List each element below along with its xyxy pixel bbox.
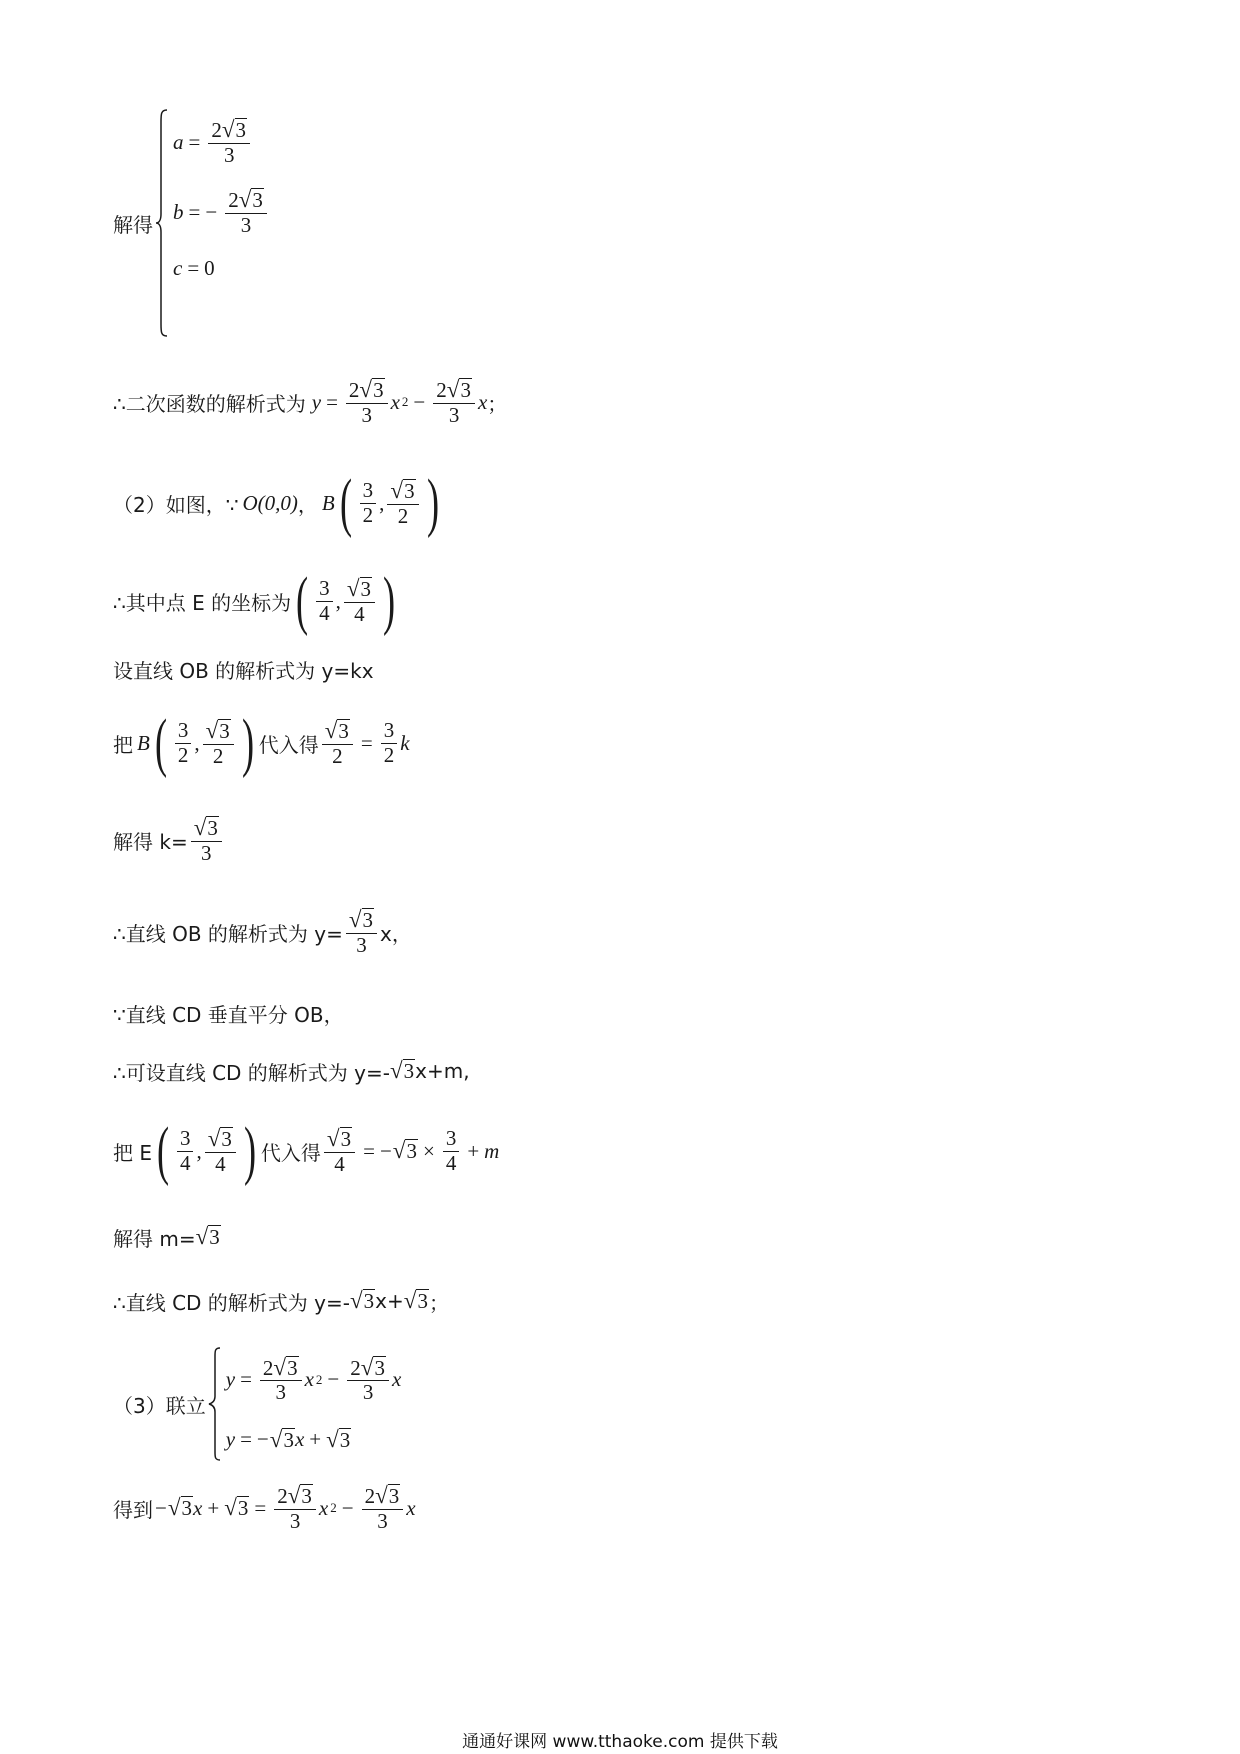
- substitute-e-line: 把 E ( $\frac{3}{4}$ , √ 3 4 ) 代入得 √ 3 4 = − √ 3 × $\frac{3}{4}$ + m: [113, 1114, 500, 1187]
- solve-m-line: 解得 m= √ 3: [113, 1223, 220, 1251]
- substitute-b-line: 把 B ( $\frac{3}{2}$ , √ 3 2 ) 代入得 √ 3 2 = $\frac{3}{2}$ k: [113, 706, 410, 779]
- eq-a: a = 2 √ 3 3: [173, 108, 270, 176]
- left-brace: [208, 1346, 222, 1462]
- line-ob-line: ∴直线 OB 的解析式为 y= √ 3 3 x，: [113, 906, 412, 957]
- solve-label: 解得: [113, 212, 153, 237]
- eq-b: b = − 2 √ 3 3: [173, 176, 270, 248]
- quadratic-expression-line: ∴二次函数的解析式为 y = 2 √ 3 3 x 2 − 2 √ 3 3 x ；: [113, 376, 508, 427]
- left-brace: [155, 108, 169, 338]
- page-footer: 通通好课网 www.tthaoke.com 提供下载: [462, 1732, 778, 1752]
- perpendicular-line: ∵直线 CD 垂直平分 OB，: [113, 1002, 344, 1027]
- solution-system-abc: [113, 108, 270, 338]
- eq-c: c = 0: [173, 255, 215, 280]
- solve-k-line: 解得 k= √ 3 3: [113, 806, 225, 874]
- part3-system: （3）联立 y = 2 √ 3 3 x 2 − 2 √ 3 3 x y = − √ 3 x + √ 3: [113, 1344, 401, 1464]
- a-fraction: 2 √ 3 3: [208, 118, 250, 166]
- result-equation-line: 得到 − √ 3 x + √ 3 = 2 √ 3 3 x 2 − 2 √ 3 3 x: [113, 1482, 416, 1533]
- set-line-ob: 设直线 OB 的解析式为 y=kx: [113, 658, 374, 683]
- midpoint-line: ∴其中点 E 的坐标为 ( $\frac{3}{4}$ , √ 3 4 ): [113, 564, 396, 637]
- line-cd-line: ∴直线 CD 的解析式为 y=- √ 3 x+ √ 3 ；: [113, 1287, 449, 1315]
- system-eq2: y = − √ 3 x + √ 3: [225, 1426, 351, 1453]
- set-line-cd: ∴可设直线 CD 的解析式为 y=- √ 3 x+m,: [113, 1057, 470, 1085]
- system-eq1: y = 2 √ 3 3 x 2 − 2 √ 3 3 x: [225, 1353, 402, 1405]
- part2-line: （2）如图，∵ O(0,0) ， B ( $\frac{3}{2}$ , √ 3 2 ): [113, 466, 439, 539]
- b-fraction: 2 √ 3 3: [225, 188, 267, 236]
